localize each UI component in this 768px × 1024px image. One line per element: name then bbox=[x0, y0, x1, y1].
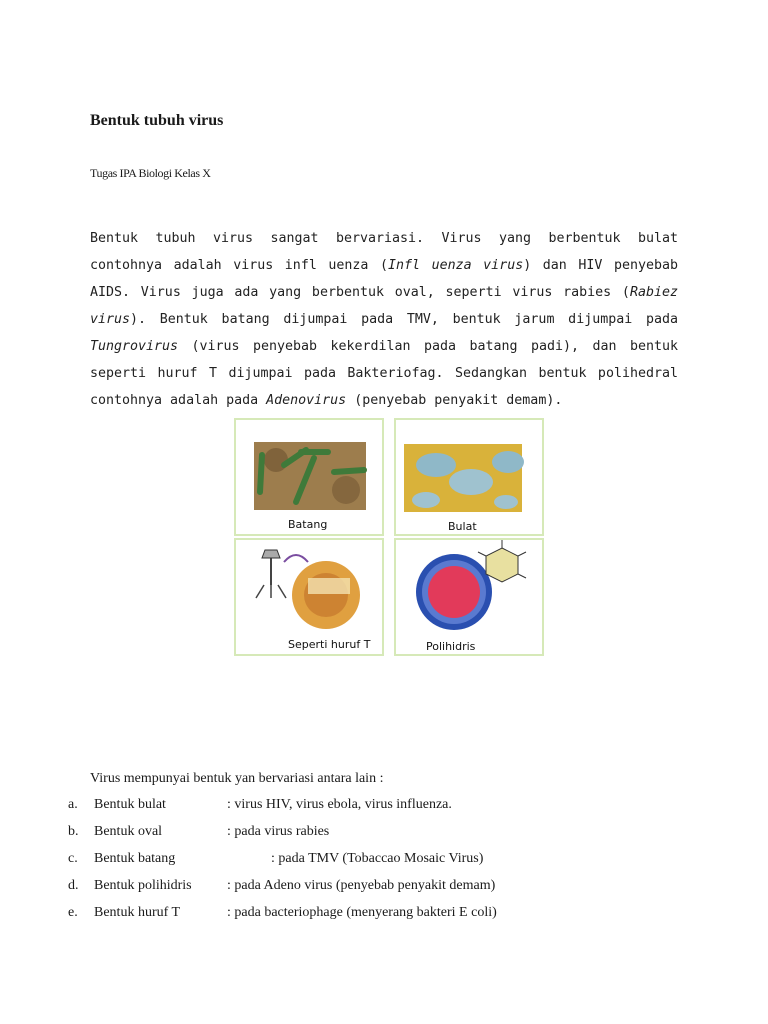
polihidris-virus-image bbox=[396, 540, 542, 654]
label-batang: Batang bbox=[288, 518, 328, 531]
label-huruf-t: Seperti huruf T bbox=[288, 638, 371, 651]
list-item bbox=[0, 824, 768, 851]
list-item-name: Bentuk batang bbox=[94, 851, 176, 866]
label-bulat: Bulat bbox=[448, 520, 477, 533]
figure-cell-polihidris bbox=[394, 538, 544, 656]
virus-shape-list bbox=[0, 797, 768, 932]
list-intro: Virus mempunyai bentuk yan bervariasi antara lain : bbox=[90, 771, 384, 786]
list-marker: e. bbox=[68, 905, 78, 920]
list-item-name: Bentuk bulat bbox=[94, 797, 166, 812]
list-item-desc: : pada bacteriophage (menyerang bakteri E coli) bbox=[227, 905, 497, 920]
italic-term: Rabiez virus bbox=[90, 285, 678, 327]
figure-cell-batang bbox=[234, 418, 384, 536]
paragraph-text: (virus penyebab kekerdilan pada batang padi), dan bentuk seperti huruf T dijumpai pada Bakteriofag. Sedangkan bentuk polihedral contohnya adalah pada bbox=[90, 339, 678, 408]
list-item-name: Bentuk oval bbox=[94, 824, 163, 839]
list-item-desc: : pada TMV (Tobaccao Mosaic Virus) bbox=[271, 851, 484, 866]
italic-term: Adenovirus bbox=[266, 393, 347, 408]
list-item bbox=[0, 797, 768, 824]
italic-term: Infl uenza virus bbox=[388, 258, 524, 273]
list-item-name: Bentuk huruf T bbox=[94, 905, 181, 920]
paragraph-text: ) dan HIV penyebab AIDS. Virus juga ada yang berbentuk oval, seperti virus rabies ( bbox=[90, 258, 678, 300]
paragraph-text: Bentuk tubuh virus sangat bervariasi. Virus yang berbentuk bulat contohnya adalah virus infl uenza ( bbox=[90, 231, 678, 273]
list-marker: c. bbox=[68, 851, 78, 866]
list-item bbox=[0, 878, 768, 905]
list-item bbox=[0, 905, 768, 932]
page-title: Bentuk tubuh virus bbox=[90, 112, 224, 129]
list-item-desc: : virus HIV, virus ebola, virus influenza. bbox=[227, 797, 452, 812]
italic-term: Tungrovirus bbox=[90, 339, 179, 354]
paragraph-text: (penyebab penyakit demam). bbox=[346, 393, 563, 408]
list-item bbox=[0, 851, 768, 878]
list-marker: d. bbox=[68, 878, 79, 893]
paragraph-text: ). Bentuk batang dijumpai pada TMV, bentuk jarum dijumpai pada bbox=[130, 312, 678, 327]
page-subtitle: Tugas IPA Biologi Kelas X bbox=[90, 166, 211, 180]
batang-virus-image bbox=[236, 420, 382, 534]
bulat-virus-image bbox=[396, 420, 542, 534]
figure-cell-bulat bbox=[394, 418, 544, 536]
list-item-desc: : pada Adeno virus (penyebab penyakit demam) bbox=[227, 878, 496, 893]
bacteriophage-image bbox=[236, 540, 382, 654]
list-item-name: Bentuk polihidris bbox=[94, 878, 192, 893]
list-marker: a. bbox=[68, 797, 78, 812]
virus-shapes-figure bbox=[234, 418, 536, 677]
list-marker: b. bbox=[68, 824, 79, 839]
intro-paragraph bbox=[90, 225, 678, 414]
list-item-desc: : pada virus rabies bbox=[227, 824, 330, 839]
label-polihidris: Polihidris bbox=[426, 640, 476, 653]
figure-cell-huruf-t bbox=[234, 538, 384, 656]
